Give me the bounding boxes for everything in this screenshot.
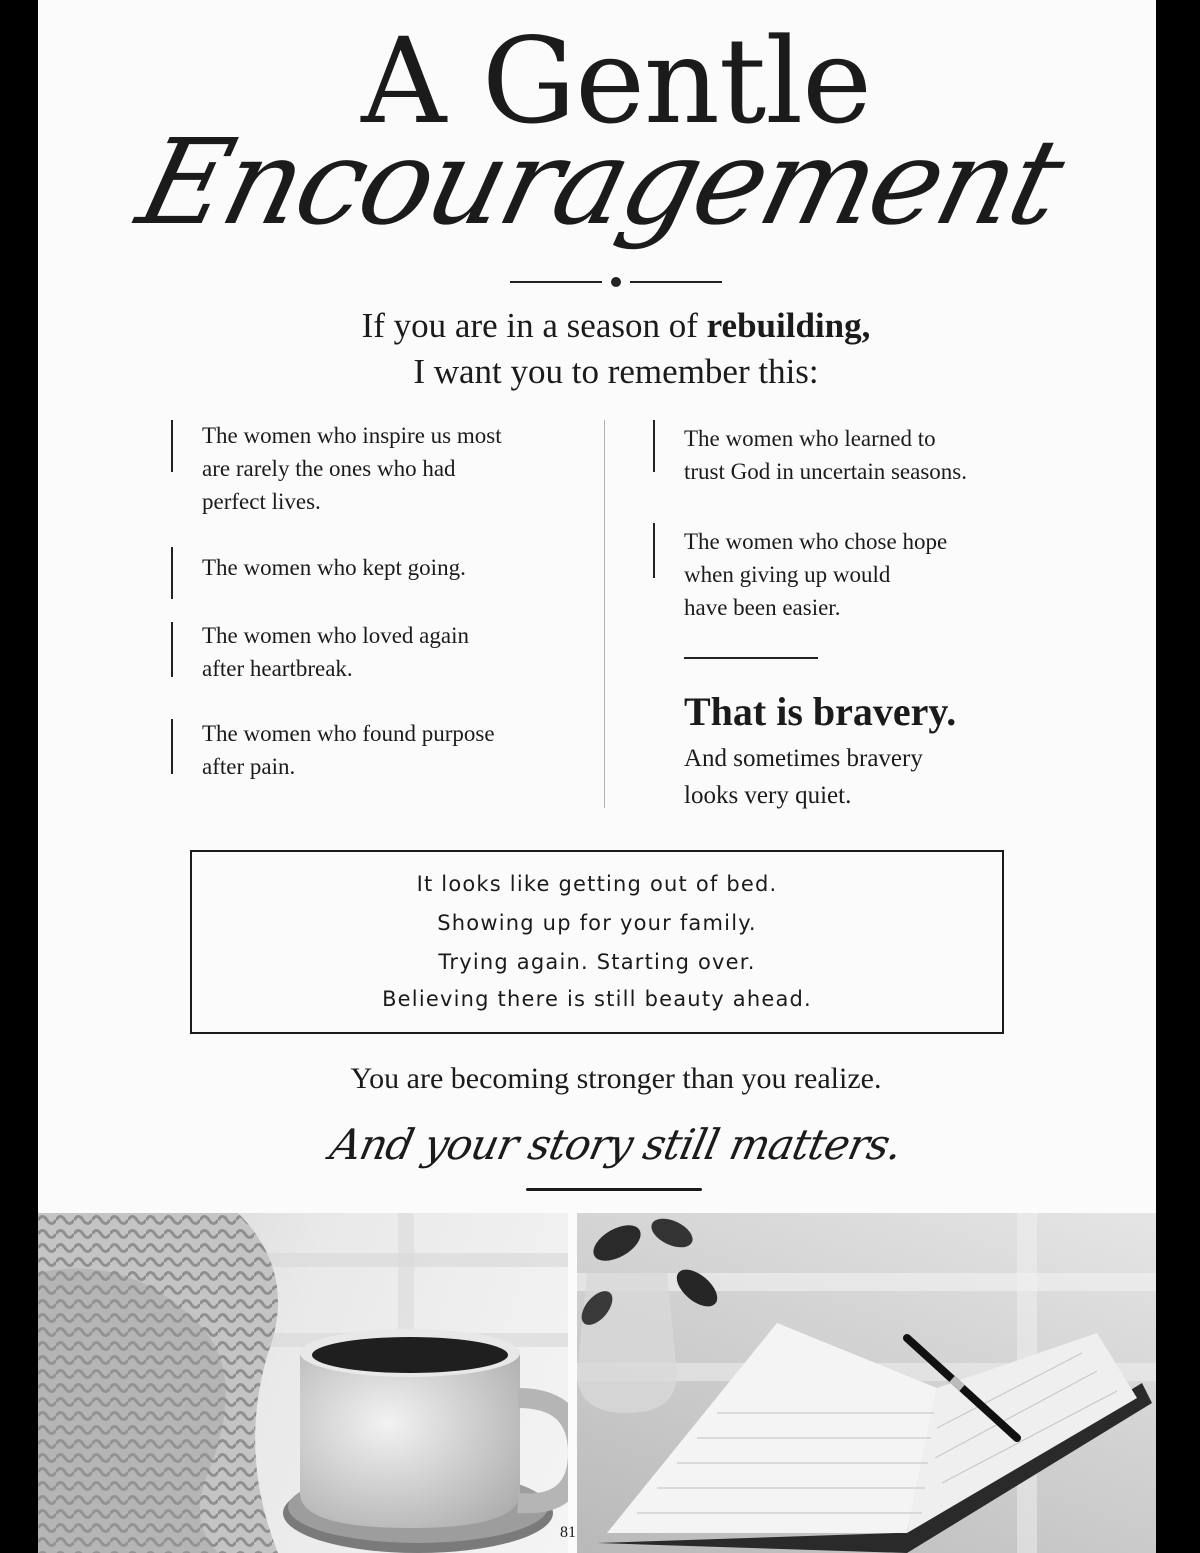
column-divider <box>604 420 605 808</box>
knit-blanket-and-coffee-mug-photo <box>38 1213 568 1553</box>
box-line-1: It looks like getting out of bed. <box>416 872 778 896</box>
left-item-3-line: The women who loved again <box>202 623 469 648</box>
intro-line-1-bold: rebuilding, <box>706 306 871 345</box>
quote-bar <box>171 719 173 774</box>
quiet-bravery-box <box>190 850 1004 1034</box>
quote-bar <box>653 420 655 472</box>
quote-bar <box>171 622 173 677</box>
intro-line-1 <box>38 304 1156 348</box>
divider-dot <box>611 277 621 287</box>
box-line-3: Trying again. Starting over. <box>438 950 756 974</box>
left-item-1-line: The women who inspire us most <box>202 423 502 448</box>
left-item-3-line: after heartbreak. <box>202 656 353 681</box>
right-item-1-line: The women who learned to <box>684 426 936 451</box>
bravery-heading: That is bravery. <box>684 689 957 734</box>
box-line-4: Believing there is still beauty ahead. <box>382 987 812 1011</box>
box-line-2: Showing up for your family. <box>437 911 757 935</box>
intro-line-2: I want you to remember this: <box>413 352 819 391</box>
closing-underline <box>526 1188 702 1191</box>
left-item-1-line: are rarely the ones who had <box>202 456 456 481</box>
quote-bar <box>653 523 655 578</box>
left-item-4 <box>202 717 495 783</box>
right-item-1-line: trust God in uncertain seasons. <box>684 459 967 484</box>
right-item-2-line: have been easier. <box>684 595 841 620</box>
page-script-title: Encouragement <box>126 113 1075 251</box>
left-item-1 <box>202 419 502 518</box>
right-item-2 <box>684 525 947 624</box>
page-title: A Gentle <box>361 12 871 150</box>
left-item-1-line: perfect lives. <box>202 489 321 514</box>
right-item-2-line: The women who chose hope <box>684 529 948 554</box>
short-divider <box>684 657 818 659</box>
right-item-1 <box>684 422 967 488</box>
divider-left-line <box>510 281 602 283</box>
divider-right-line <box>630 281 722 283</box>
right-item-2-line: when giving up would <box>684 562 891 587</box>
bravery-line-1: And sometimes bravery <box>684 745 923 772</box>
bravery-text <box>684 740 923 814</box>
quote-bar <box>171 547 173 599</box>
left-item-2 <box>202 551 466 584</box>
page-number: 81 <box>560 1524 576 1541</box>
closing-script: And your story still matters. <box>326 1120 906 1169</box>
left-item-2-line: The women who kept going. <box>202 555 466 580</box>
bravery-line-2: looks very quiet. <box>684 782 852 809</box>
page <box>38 0 1156 1553</box>
intro-line-1-text: If you are in a season of <box>361 306 707 345</box>
quote-bar <box>171 420 173 472</box>
left-item-4-line: The women who found purpose <box>202 721 495 746</box>
left-item-4-line: after pain. <box>202 754 296 779</box>
closing-text: You are becoming stronger than you realize. <box>350 1062 882 1095</box>
left-item-3 <box>202 619 469 685</box>
open-journal-and-pen-photo <box>577 1213 1156 1553</box>
